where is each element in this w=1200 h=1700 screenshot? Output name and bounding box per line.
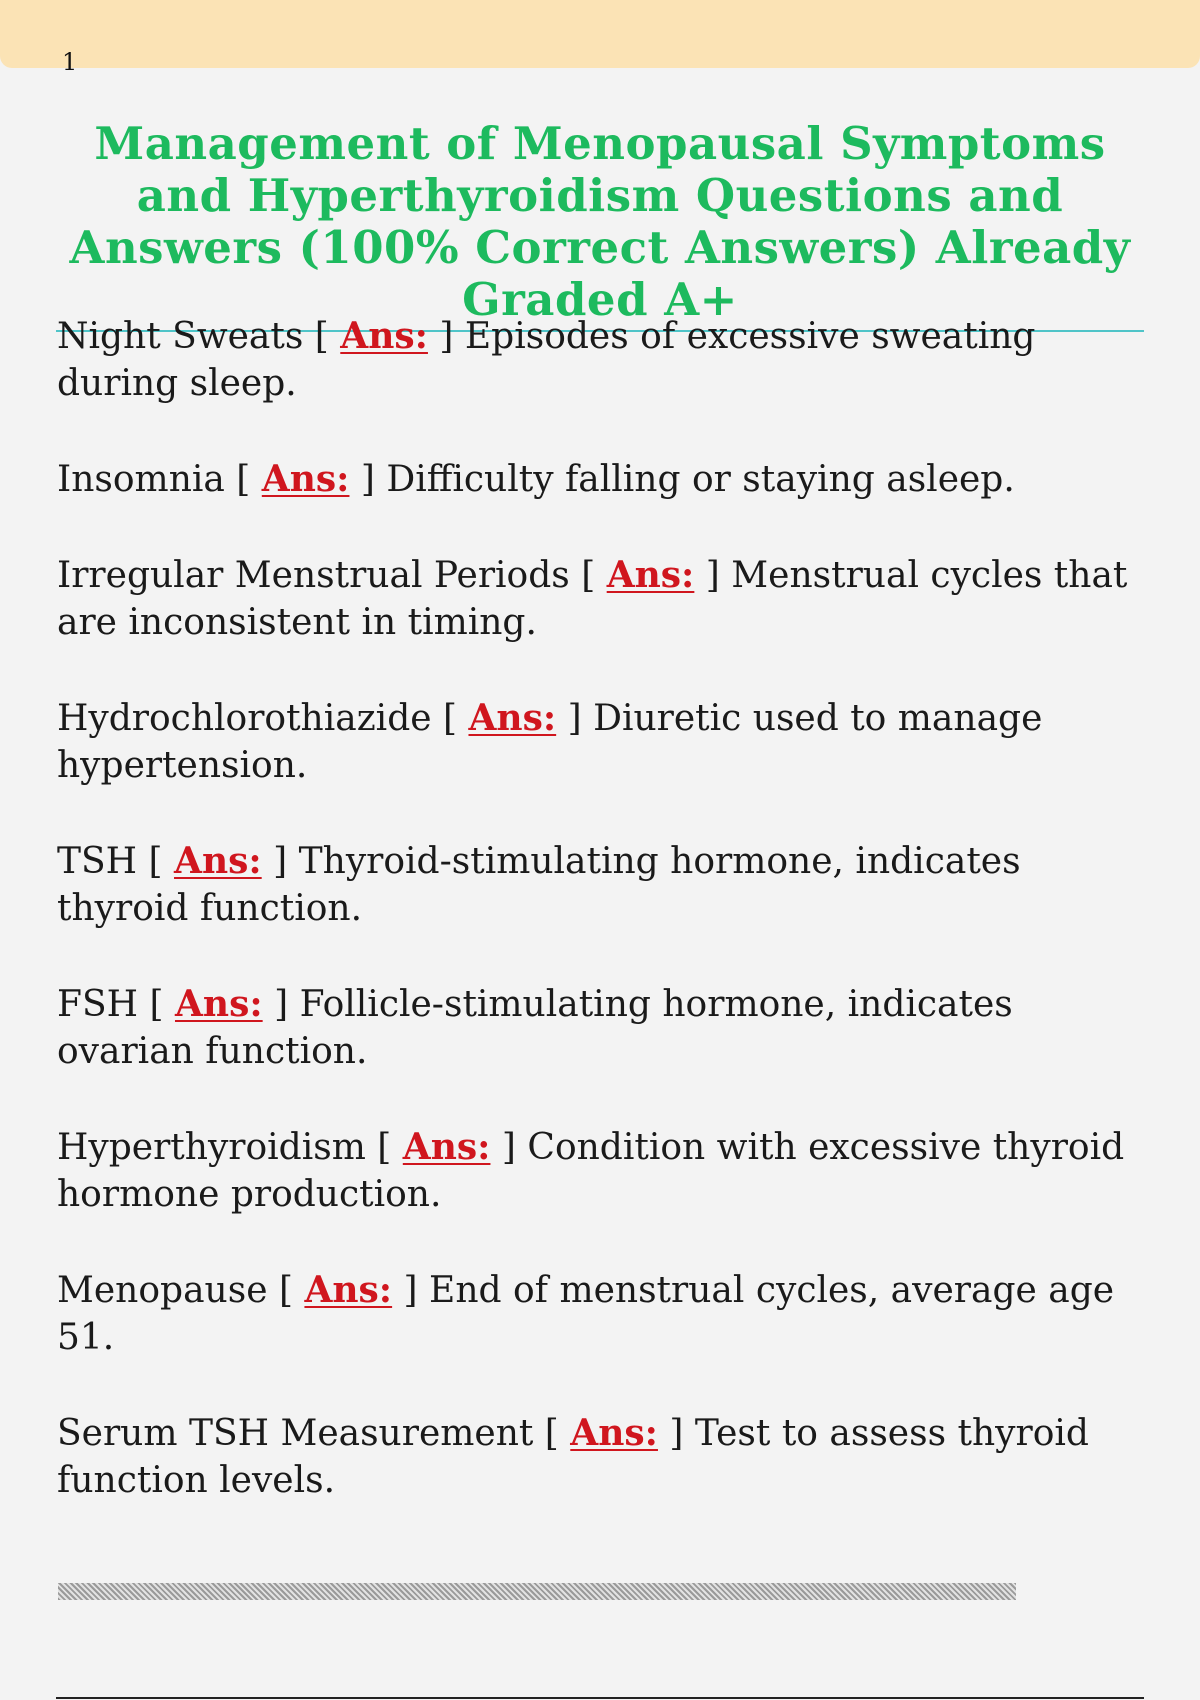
qa-close-bracket: ] (392, 1270, 430, 1311)
ans-label: Ans: (570, 1412, 658, 1454)
qa-term: Hydrochlorothiazide (57, 698, 432, 739)
qa-term: Night Sweats (57, 316, 304, 357)
qa-open-bracket: [ (224, 459, 262, 500)
ans-label: Ans: (340, 315, 428, 357)
qa-item (57, 695, 1147, 789)
qa-open-bracket: [ (533, 1413, 571, 1454)
qa-open-bracket: [ (138, 984, 175, 1025)
qa-item (57, 981, 1147, 1075)
qa-term: Menopause (57, 1270, 268, 1311)
qa-item (57, 1267, 1147, 1361)
qa-item (57, 1410, 1147, 1504)
qa-item (57, 838, 1147, 932)
ans-label: Ans: (304, 1269, 393, 1311)
qa-term: FSH (57, 984, 139, 1025)
qa-definition: Follicle-stimulating hormone, indicates ovarian function. (57, 984, 1013, 1072)
qa-item (57, 1124, 1147, 1218)
qa-term: Serum TSH Measurement (57, 1413, 534, 1454)
qa-open-bracket: [ (137, 841, 175, 882)
qa-definition: Diuretic used to manage hypertension. (57, 698, 1043, 786)
qa-close-bracket: ] (490, 1127, 528, 1168)
qa-definition: Condition with excessive thyroid hormone production. (57, 1127, 1125, 1215)
ans-label: Ans: (174, 840, 262, 882)
title-block (56, 118, 1144, 332)
qa-open-bracket: [ (365, 1127, 403, 1168)
qa-definition: Menstrual cycles that are inconsistent in timing. (57, 555, 1128, 643)
qa-definition: Thyroid-stimulating hormone, indicates thyroid function. (57, 841, 1021, 929)
document-title: Management of Menopausal Symptoms and Hyperthyroidism Questions and Answers (100% Correct Answers) Already Graded A+ (69, 117, 1131, 326)
qa-item (57, 313, 1147, 407)
qa-close-bracket: ] (349, 459, 387, 500)
qa-close-bracket: ] (262, 984, 300, 1025)
qa-definition: Difficulty falling or staying asleep. (386, 459, 1015, 500)
qa-term: Insomnia (57, 459, 225, 500)
top-banner (0, 0, 1200, 68)
qa-open-bracket: [ (431, 698, 469, 739)
qa-close-bracket: ] (261, 841, 299, 882)
qa-term: Irregular Menstrual Periods (57, 555, 570, 596)
qa-close-bracket: ] (694, 555, 732, 596)
ans-label: Ans: (606, 554, 695, 596)
hatched-divider (58, 1583, 1016, 1600)
qa-definition: End of menstrual cycles, average age 51. (57, 1270, 1115, 1358)
ans-label: Ans: (468, 697, 557, 739)
bottom-rule (56, 1697, 1144, 1699)
qa-open-bracket: [ (267, 1270, 305, 1311)
ans-label: Ans: (402, 1126, 491, 1168)
ans-label: Ans: (174, 983, 263, 1025)
qa-close-bracket: ] (657, 1413, 695, 1454)
qa-list (57, 313, 1147, 1553)
qa-item (57, 552, 1147, 646)
qa-definition: Test to assess thyroid function levels. (57, 1413, 1089, 1501)
ans-label: Ans: (261, 458, 350, 500)
qa-open-bracket: [ (303, 316, 341, 357)
qa-definition: Episodes of excessive sweating during sleep. (57, 316, 1036, 404)
qa-term: TSH (57, 841, 138, 882)
qa-item (57, 456, 1147, 503)
qa-close-bracket: ] (427, 316, 465, 357)
qa-open-bracket: [ (569, 555, 607, 596)
page-number: 1 (62, 50, 78, 70)
qa-close-bracket: ] (556, 698, 594, 739)
qa-term: Hyperthyroidism (57, 1127, 366, 1168)
